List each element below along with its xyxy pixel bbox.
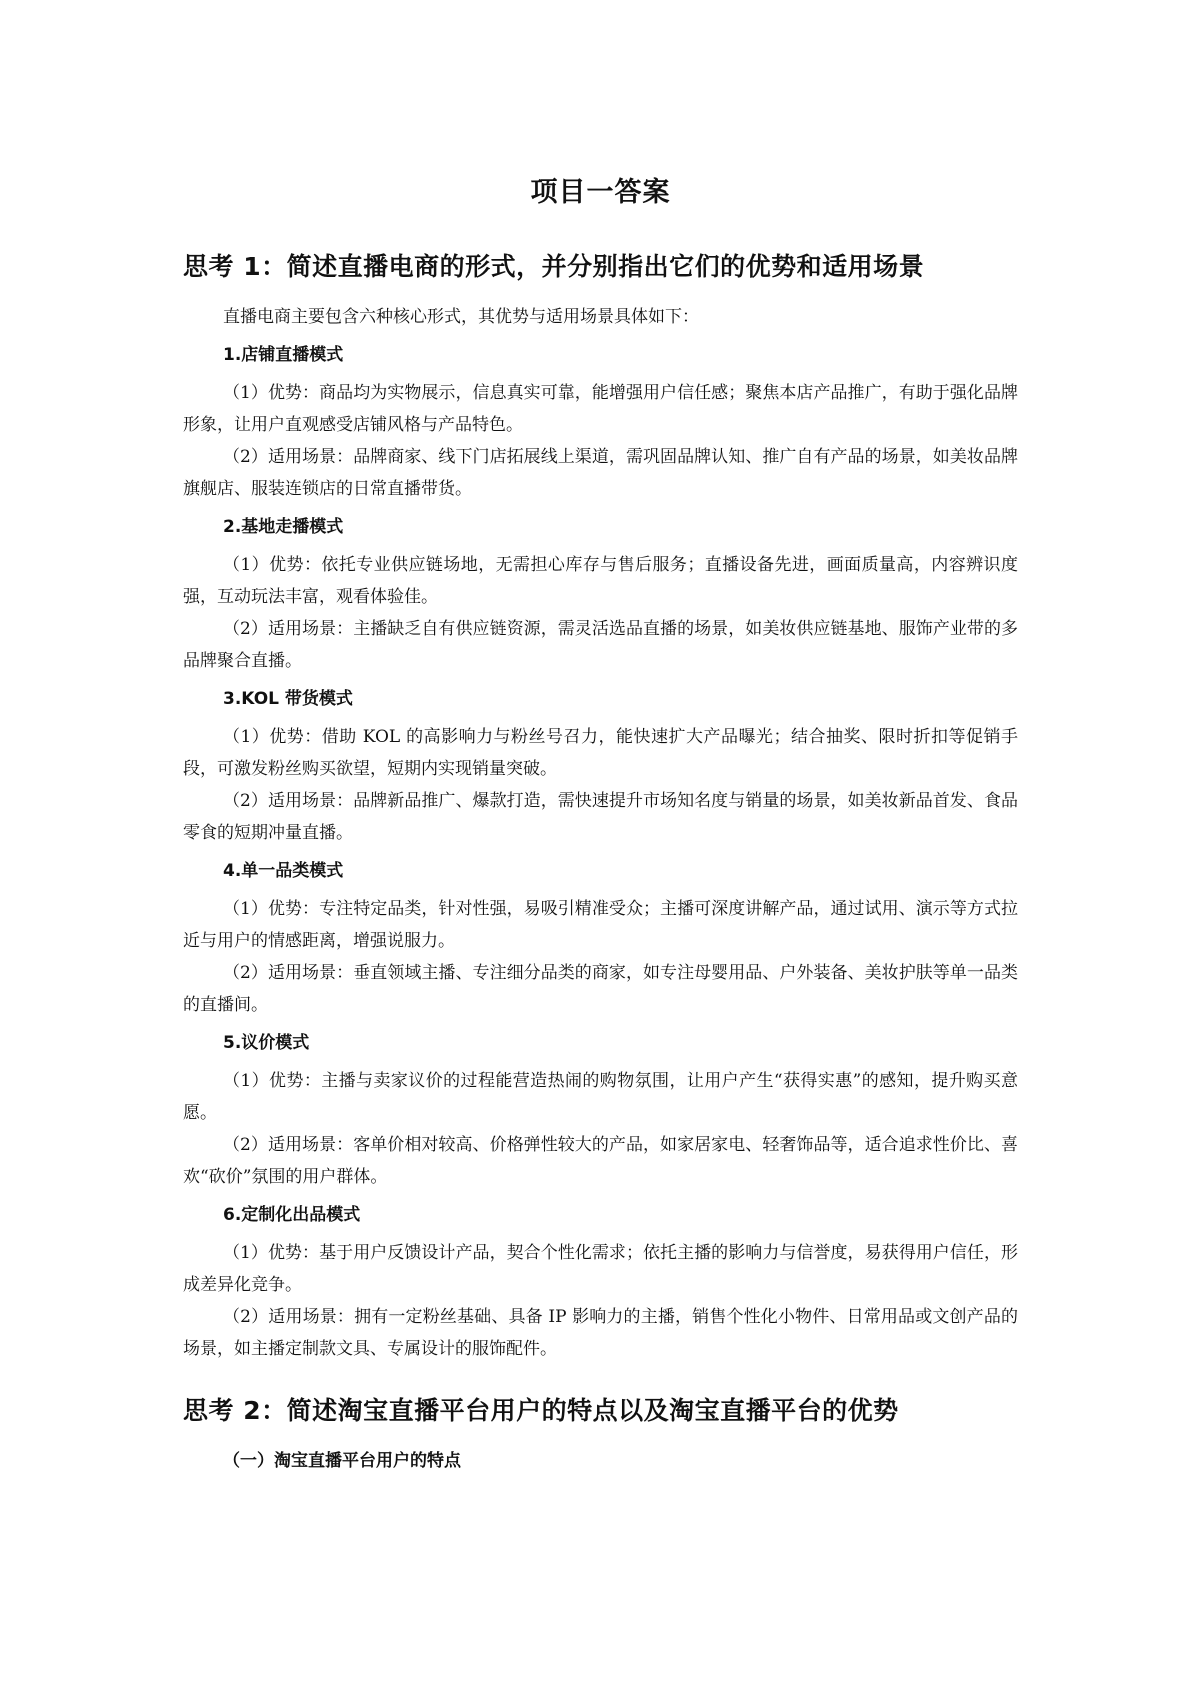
section-advantage: （1）优势：商品均为实物展示，信息真实可靠，能增强用户信任感；聚焦本店产品推广，有助于强化品牌形象，让用户直观感受店铺风格与产品特色。 bbox=[183, 383, 1018, 435]
section-3 bbox=[183, 683, 1018, 849]
section-heading: 5.议价模式 bbox=[223, 1033, 310, 1053]
section-2 bbox=[183, 511, 1018, 677]
section-heading: 1.店铺直播模式 bbox=[223, 345, 344, 365]
section-1 bbox=[183, 339, 1018, 505]
question-1-heading: 思考 1：简述直播电商的形式，并分别指出它们的优势和适用场景 bbox=[183, 252, 925, 281]
section-scenario: （2）适用场景：主播缺乏自有供应链资源，需灵活选品直播的场景，如美妆供应链基地、服饰产业带的多品牌聚合直播。 bbox=[183, 619, 1018, 671]
section-4 bbox=[183, 855, 1018, 1021]
section-advantage: （1）优势：借助 KOL 的高影响力与粉丝号召力，能快速扩大产品曝光；结合抽奖、限时折扣等促销手段，可激发粉丝购买欲望，短期内实现销量突破。 bbox=[183, 727, 1018, 779]
section-scenario: （2）适用场景：品牌商家、线下门店拓展线上渠道，需巩固品牌认知、推广自有产品的场景，如美妆品牌旗舰店、服装连锁店的日常直播带货。 bbox=[183, 447, 1018, 499]
question-2-subheading: （一）淘宝直播平台用户的特点 bbox=[223, 1451, 461, 1471]
section-scenario: （2）适用场景：垂直领域主播、专注细分品类的商家，如专注母婴用品、户外装备、美妆护肤等单一品类的直播间。 bbox=[183, 963, 1018, 1015]
section-heading: 4.单一品类模式 bbox=[223, 861, 344, 881]
document-page bbox=[183, 170, 1018, 1477]
section-advantage: （1）优势：依托专业供应链场地，无需担心库存与售后服务；直播设备先进，画面质量高，内容辨识度强，互动玩法丰富，观看体验佳。 bbox=[183, 555, 1018, 607]
section-5 bbox=[183, 1027, 1018, 1193]
section-6 bbox=[183, 1199, 1018, 1365]
section-heading: 6.定制化出品模式 bbox=[223, 1205, 361, 1225]
section-scenario: （2）适用场景：拥有一定粉丝基础、具备 IP 影响力的主播，销售个性化小物件、日常用品或文创产品的场景，如主播定制款文具、专属设计的服饰配件。 bbox=[183, 1307, 1018, 1359]
section-advantage: （1）优势：专注特定品类，针对性强，易吸引精准受众；主播可深度讲解产品，通过试用、演示等方式拉近与用户的情感距离，增强说服力。 bbox=[183, 899, 1018, 951]
section-heading: 2.基地走播模式 bbox=[223, 517, 344, 537]
question-2-heading: 思考 2：简述淘宝直播平台用户的特点以及淘宝直播平台的优势 bbox=[183, 1396, 899, 1425]
question-1-intro: 直播电商主要包含六种核心形式，其优势与适用场景具体如下： bbox=[223, 307, 699, 327]
page-title: 项目一答案 bbox=[530, 177, 671, 208]
section-scenario: （2）适用场景：品牌新品推广、爆款打造，需快速提升市场知名度与销量的场景，如美妆新品首发、食品零食的短期冲量直播。 bbox=[183, 791, 1018, 843]
section-advantage: （1）优势：主播与卖家议价的过程能营造热闹的购物氛围，让用户产生“获得实惠”的感知，提升购买意愿。 bbox=[183, 1071, 1018, 1123]
section-scenario: （2）适用场景：客单价相对较高、价格弹性较大的产品，如家居家电、轻奢饰品等，适合追求性价比、喜欢“砍价”氛围的用户群体。 bbox=[183, 1135, 1018, 1187]
section-advantage: （1）优势：基于用户反馈设计产品，契合个性化需求；依托主播的影响力与信誉度，易获得用户信任，形成差异化竞争。 bbox=[183, 1243, 1018, 1295]
section-heading: 3.KOL 带货模式 bbox=[223, 689, 353, 709]
